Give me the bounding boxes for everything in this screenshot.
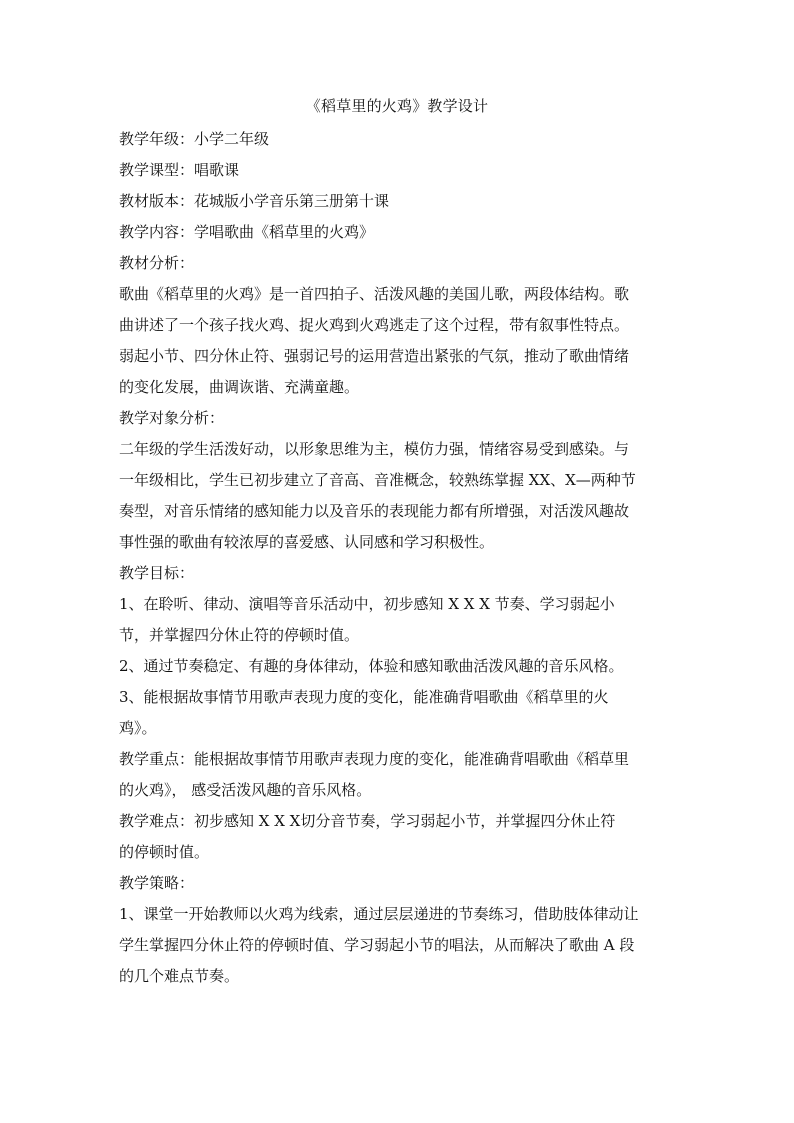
analysis-paragraph [119,279,679,403]
students-heading: 教学对象分析： [119,409,225,427]
difficult-points [119,806,679,868]
goal-line: 3、能根据故事情节用歌声表现力度的变化，能准确背唱歌曲《稻草里的火 [119,688,609,706]
students-line: 事性强的歌曲有较浓厚的喜爱感、认同感和学习积极性。 [119,533,495,551]
strategy-list [119,899,679,992]
meta-content: 教学内容：学唱歌曲《稻草里的火鸡》 [119,223,375,241]
goal-line: 2、通过节奏稳定、有趣的身体律动，体验和感知歌曲活泼风趣的音乐风格。 [119,657,624,675]
analysis-line: 曲讲述了一个孩子找火鸡、捉火鸡到火鸡逃走了这个过程，带有叙事性特点。 [119,316,630,334]
strategy-line: 学生掌握四分休止符的停顿时值、学习弱起小节的唱法，从而解决了歌曲 A 段 [119,936,635,954]
goal-line: 节，并掌握四分休止符的停顿时值。 [119,626,360,644]
key-point-line: 教学重点：能根据故事情节用歌声表现力度的变化，能准确背唱歌曲《稻草里 [119,750,630,768]
document-body [119,124,679,992]
goals-heading: 教学目标： [119,564,195,582]
students-line: 奏型，对音乐情绪的感知能力以及音乐的表现能力都有所增强，对活泼风趣故 [119,502,630,520]
goal-line: 1、在聆听、律动、演唱等音乐活动中，初步感知 X X X 节奏、学习弱起小 [119,595,615,613]
students-line: 一年级相比，学生已初步建立了音高、音准概念，较熟练掌握 XX、X—两种节 [119,471,636,489]
students-paragraph [119,434,679,558]
strategy-line: 1、课堂一开始教师以火鸡为线索，通过层层递进的节奏练习，借助肢体律动让 [119,905,639,923]
key-points [119,744,679,806]
document-title: 《稻草里的火鸡》教学设计 [305,97,489,115]
meta-lesson-type: 教学课型：唱歌课 [119,161,240,179]
students-line: 二年级的学生活泼好动，以形象思维为主，模仿力强，情绪容易受到感染。与 [119,440,630,458]
analysis-line: 的变化发展，曲调诙谐、充满童趣。 [119,378,360,396]
analysis-heading: 教材分析： [119,254,195,272]
difficult-point-line: 教学难点：初步感知 X X X切分音节奏，学习弱起小节，并掌握四分休止符 [119,812,616,830]
strategy-heading: 教学策略： [119,874,195,892]
key-point-line: 的火鸡》， 感受活泼风趣的音乐风格。 [119,781,372,799]
goal-line: 鸡》。 [119,719,157,737]
analysis-line: 弱起小节、四分休止符、强弱记号的运用营造出紧张的气氛，推动了歌曲情绪 [119,347,630,365]
meta-grade: 教学年级：小学二年级 [119,130,270,148]
analysis-line: 歌曲《稻草里的火鸡》是一首四拍子、活泼风趣的美国儿歌，两段体结构。歌 [119,285,630,303]
meta-textbook-version: 教材版本：花城版小学音乐第三册第十课 [119,192,390,210]
goals-list [119,589,679,744]
difficult-point-line: 的停顿时值。 [119,843,210,861]
strategy-line: 的几个难点节奏。 [119,967,240,985]
